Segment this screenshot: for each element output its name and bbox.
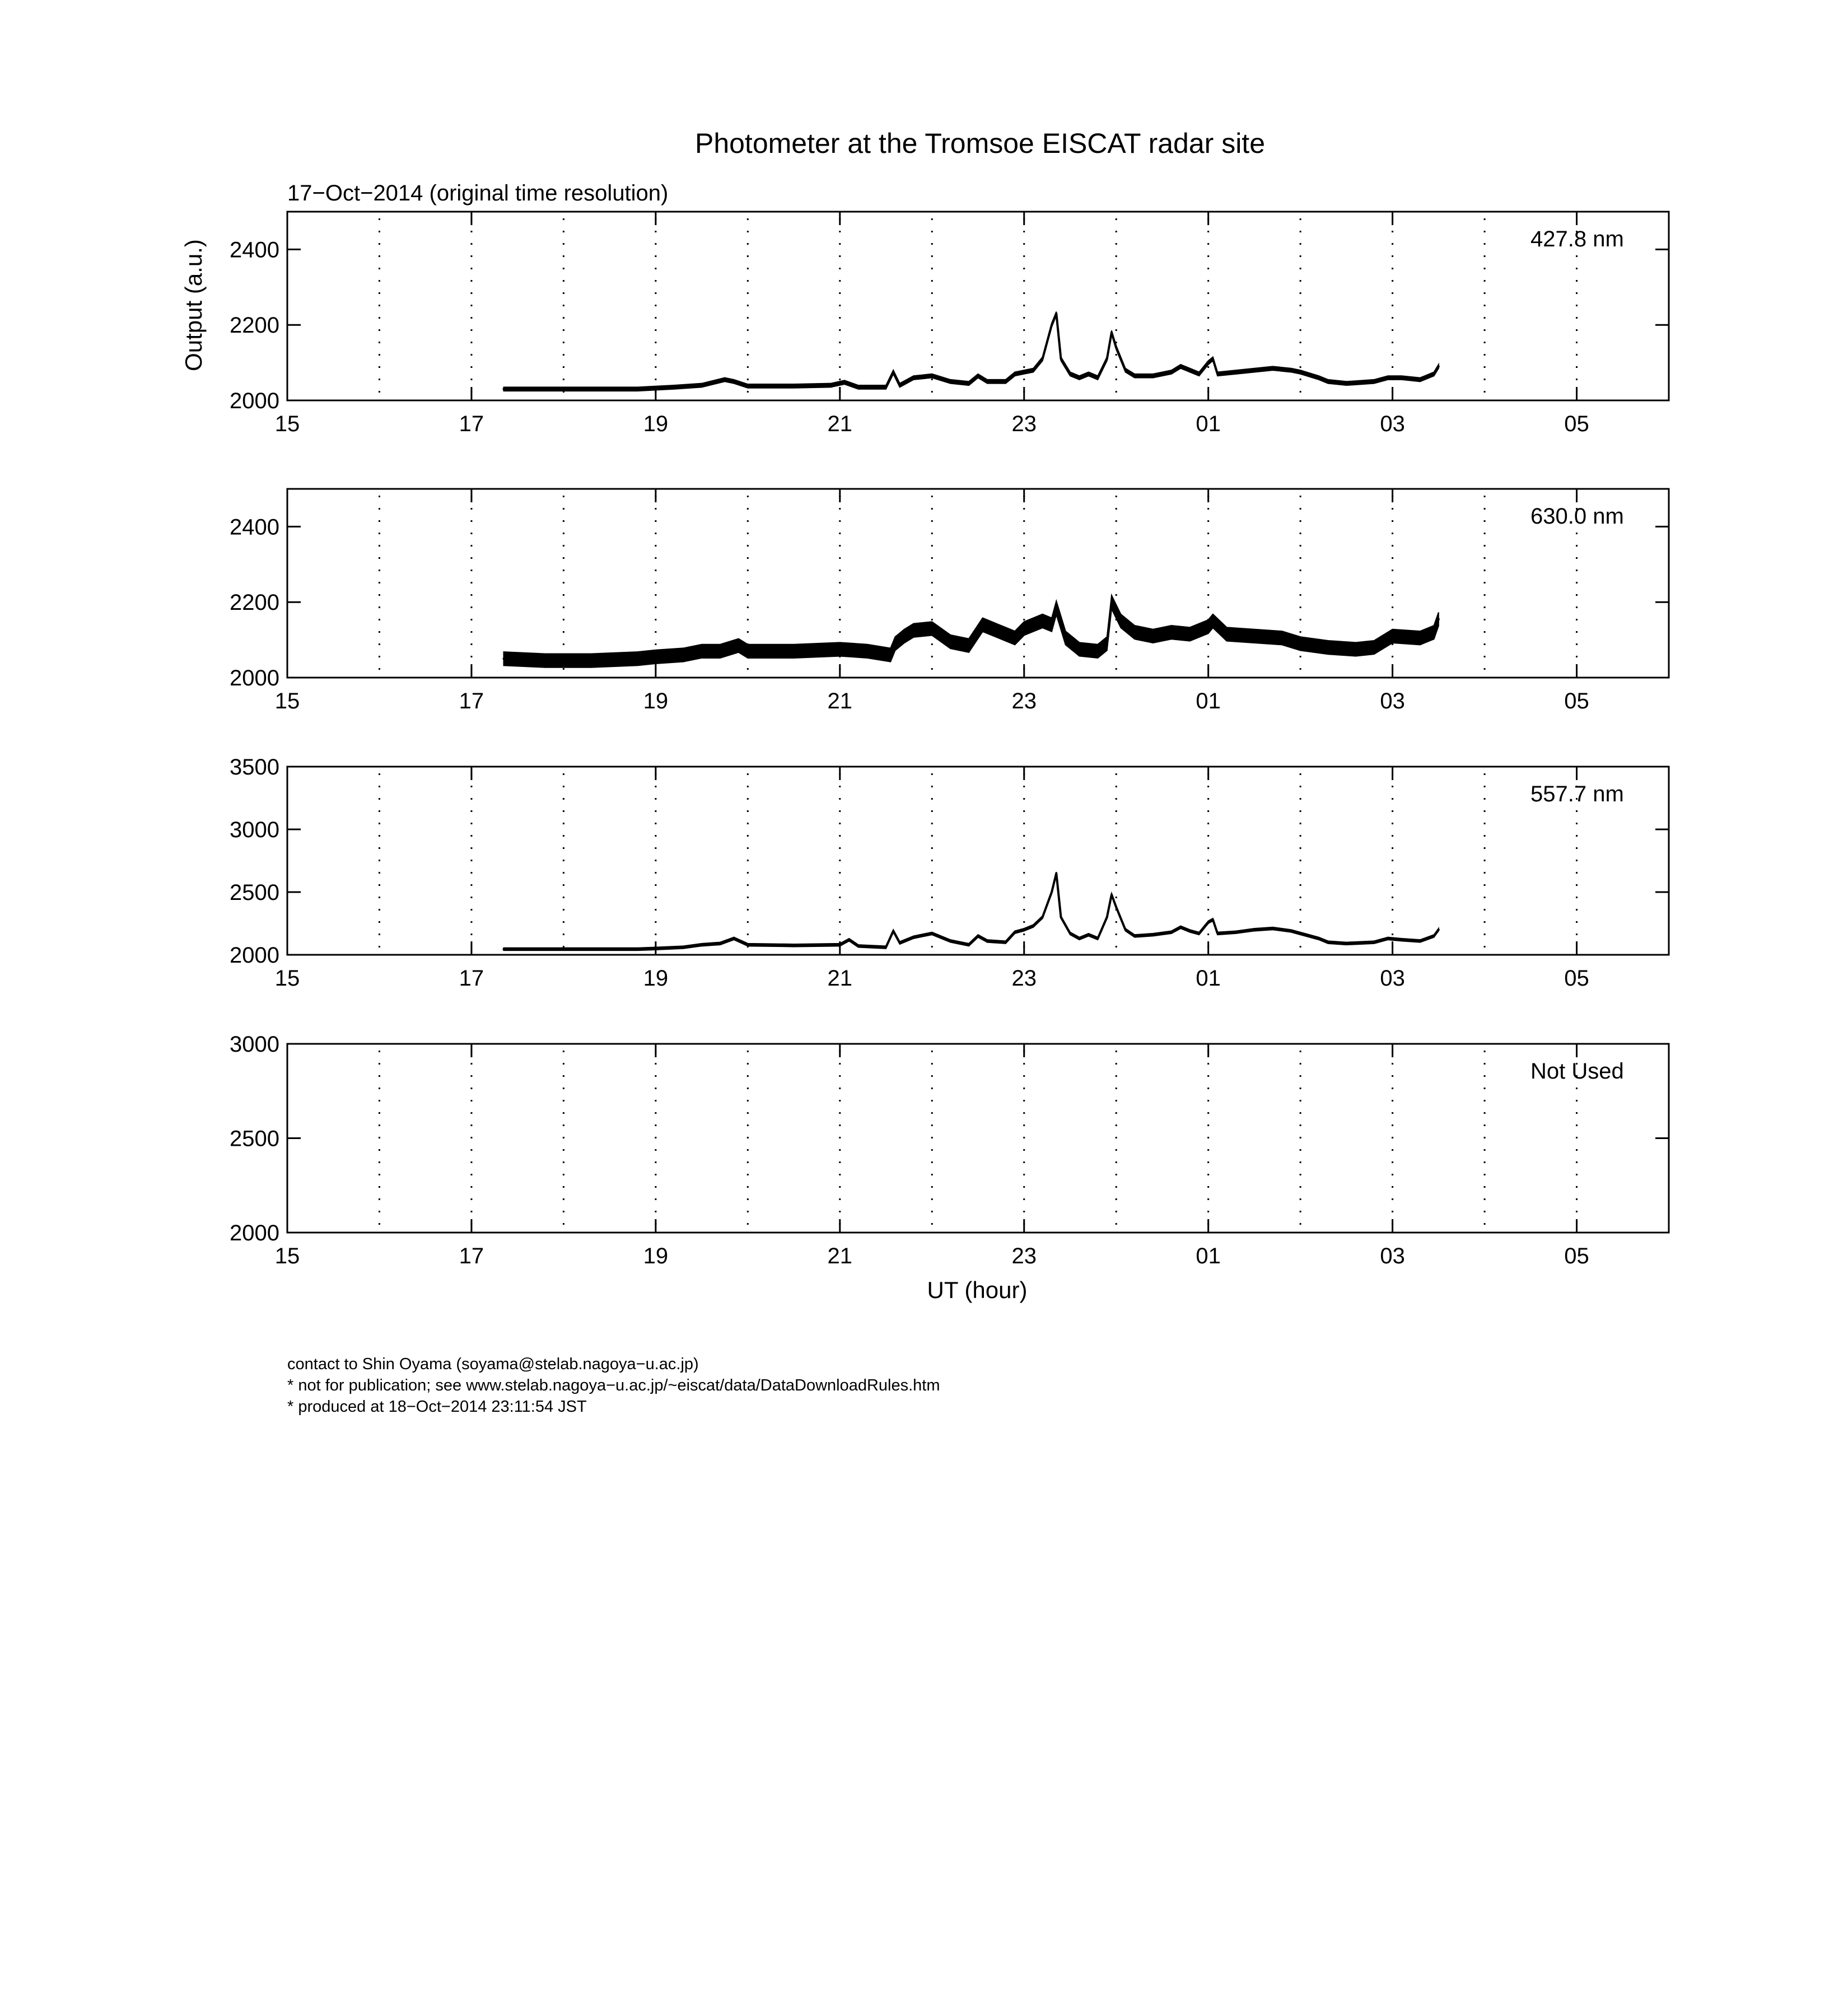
y-axis-label: Output (a.u.) (180, 239, 207, 371)
footer-publication-note: * not for publication; see www.stelab.nagoya−u.ac.jp/~eiscat/data/DataDownloadRules.htm (287, 1376, 940, 1394)
y-tick-label: 2400 (230, 237, 279, 263)
x-tick-label: 03 (1380, 966, 1405, 991)
x-tick-label: 05 (1564, 966, 1589, 991)
chart-subtitle: 17−Oct−2014 (original time resolution) (287, 181, 669, 206)
y-tick-label: 2400 (230, 515, 279, 540)
x-tick-label: 05 (1564, 1244, 1589, 1268)
x-tick-label: 19 (643, 689, 669, 713)
x-tick-label: 15 (274, 412, 300, 436)
x-tick-label: 05 (1564, 412, 1589, 436)
x-tick-label: 15 (274, 689, 300, 713)
x-tick-label: 23 (1011, 689, 1037, 713)
x-tick-label: 21 (827, 966, 853, 991)
x-tick-label: 23 (1011, 412, 1037, 436)
x-tick-label: 01 (1196, 1244, 1221, 1268)
x-tick-label: 19 (643, 412, 669, 436)
chart-title: Photometer at the Tromsoe EISCAT radar site (694, 128, 1266, 159)
x-tick-label: 19 (643, 1244, 669, 1268)
x-tick-label: 01 (1196, 966, 1221, 991)
y-tick-label: 2200 (230, 590, 279, 615)
x-tick-label: 03 (1380, 412, 1405, 436)
y-tick-label: 2000 (230, 389, 279, 413)
y-tick-label: 3000 (230, 1032, 279, 1057)
y-tick-label: 2000 (230, 1221, 279, 1245)
x-tick-label: 03 (1380, 689, 1405, 713)
y-tick-label: 2000 (230, 666, 279, 690)
x-tick-label: 21 (827, 412, 853, 436)
x-tick-label: 21 (827, 689, 853, 713)
x-tick-label: 15 (274, 966, 300, 991)
y-tick-label: 2200 (230, 313, 279, 338)
x-tick-label: 17 (459, 966, 484, 991)
x-tick-label: 17 (459, 412, 484, 436)
x-axis-label: UT (hour) (927, 1277, 1028, 1303)
panel-wavelength-label: 630.0 nm (1530, 504, 1624, 529)
panel-wavelength-label: 427.8 nm (1530, 227, 1624, 251)
y-tick-label: 3500 (230, 755, 279, 780)
x-tick-label: 01 (1196, 689, 1221, 713)
y-tick-label: 2500 (230, 1126, 279, 1151)
y-tick-label: 3000 (230, 818, 279, 842)
panel-wavelength-label: Not Used (1530, 1059, 1624, 1084)
footer-contact: contact to Shin Oyama (soyama@stelab.nagoya−u.ac.jp) (287, 1355, 699, 1373)
x-tick-label: 21 (827, 1244, 853, 1268)
y-tick-label: 2500 (230, 880, 279, 905)
x-tick-label: 15 (274, 1244, 300, 1268)
footer-produced-timestamp: * produced at 18−Oct−2014 23:11:54 JST (287, 1398, 587, 1416)
x-tick-label: 23 (1011, 1244, 1037, 1268)
x-tick-label: 17 (459, 1244, 484, 1268)
x-tick-label: 03 (1380, 1244, 1405, 1268)
panel-wavelength-label: 557.7 nm (1530, 782, 1624, 806)
x-tick-label: 01 (1196, 412, 1221, 436)
x-tick-label: 19 (643, 966, 669, 991)
x-tick-label: 05 (1564, 689, 1589, 713)
x-tick-label: 17 (459, 689, 484, 713)
y-tick-label: 2000 (230, 943, 279, 968)
x-tick-label: 23 (1011, 966, 1037, 991)
